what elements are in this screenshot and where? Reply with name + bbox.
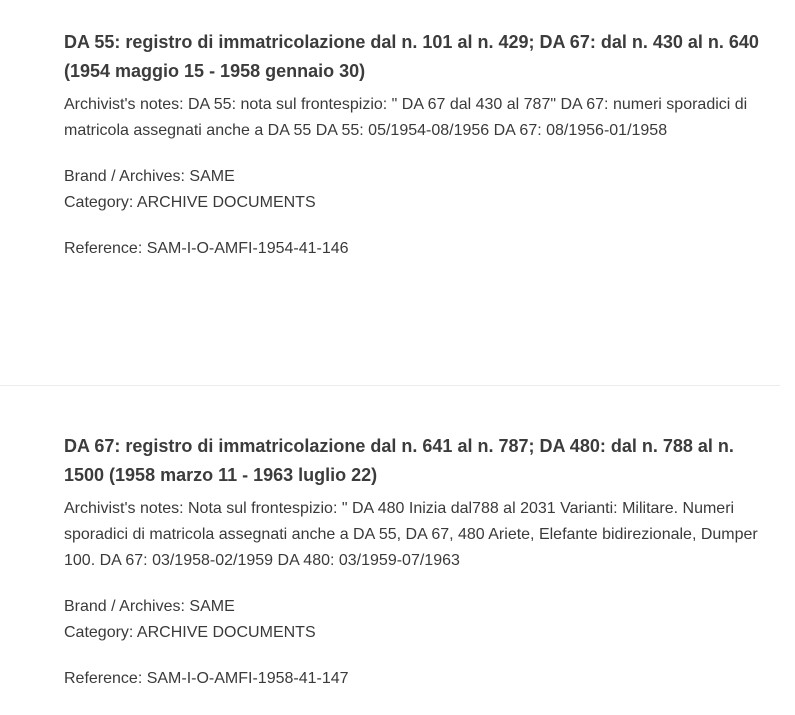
brand-archives: Brand / Archives: SAME (64, 168, 235, 185)
record-meta (64, 594, 764, 646)
archivist-notes: Archivist's notes: DA 55: nota sul frontespizio: " DA 67 dal 430 al 787" DA 67: numeri sporadici di matricola assegnati anche a DA 55 DA 55: 05/1954-08/1956 DA 67: 08/1956-01/1958 (64, 96, 748, 139)
record-meta (64, 164, 764, 216)
archivist-notes: Archivist's notes: Nota sul frontespizio: " DA 480 Inizia dal788 al 2031 Varianti: Militare. Numeri sporadici di matricola assegnati anche a DA 55, DA 67, 480 Ariete, Elefante bidirezionale, Dumper 100. DA 67: 03/1958-02/1959 DA 480: 03/1959-07/1963 (64, 500, 758, 569)
brand-archives: Brand / Archives: SAME (64, 598, 235, 615)
archive-record (64, 28, 764, 262)
record-title-link[interactable]: DA 55: registro di immatricolazione dal n. 101 al n. 429; DA 67: dal n. 430 al n. 640 (1954 maggio 15 - 1958 gennaio 30) (64, 32, 759, 81)
category: Category: ARCHIVE DOCUMENTS (64, 194, 316, 211)
reference-code: Reference: SAM-I-O-AMFI-1958-41-147 (64, 670, 349, 687)
category: Category: ARCHIVE DOCUMENTS (64, 624, 316, 641)
record-divider (0, 385, 780, 386)
reference-code: Reference: SAM-I-O-AMFI-1954-41-146 (64, 240, 349, 257)
archive-record (64, 432, 764, 692)
record-title-link[interactable]: DA 67: registro di immatricolazione dal n. 641 al n. 787; DA 480: dal n. 788 al n. 1500 (1958 marzo 11 - 1963 luglio 22) (64, 436, 734, 485)
